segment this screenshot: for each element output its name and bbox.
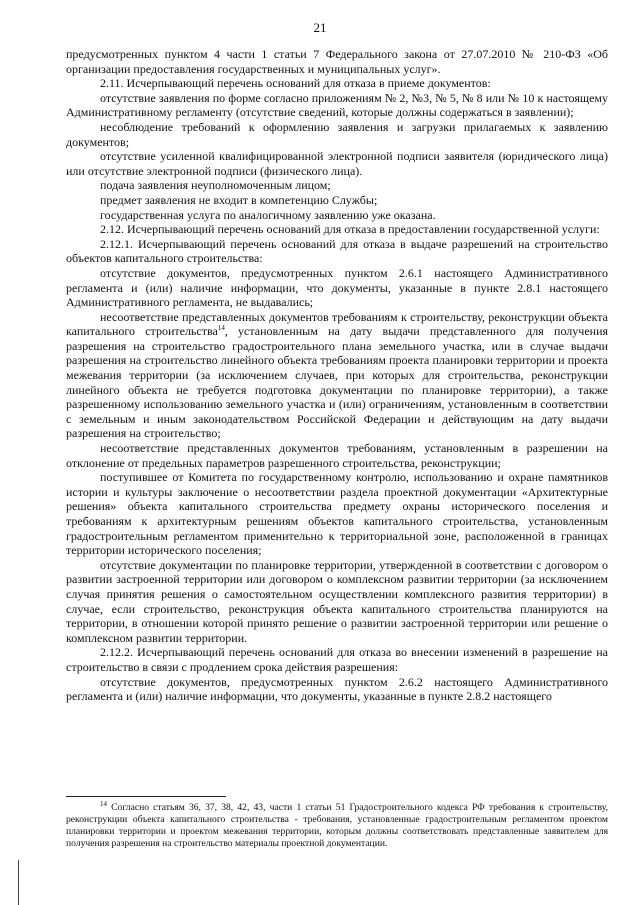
document-body — [66, 47, 608, 704]
footnotes — [66, 799, 608, 850]
footnote-separator — [66, 796, 226, 797]
scan-edge-line — [18, 860, 19, 905]
paragraph: поступившее от Комитета по государственному контролю, использованию и охране памятников истории и культуры заключение о несоответствии раздела проектной документации «Архитектурные решения» объекта капитального строительства предмету охраны исторического поселения и требованиям к архитектурным решениям объектов капитального строительства, установленным градостроительным регламентом применительно к территориальной зоне, расположенной в границах территории исторического поселения; — [66, 470, 608, 558]
paragraph: несоответствие представленных документов требованиям, установленным в разрешении на отклонение от предельных параметров разрешенного строительства, реконструкции; — [66, 441, 608, 470]
footnote — [66, 799, 608, 850]
paragraph-with-footnote — [66, 310, 608, 441]
paragraph: отсутствие документов, предусмотренных пунктом 2.6.2 настоящего Административного регламента и (или) наличие информации, что документы, указанные в пункте 2.8.2 настоящего — [66, 674, 608, 704]
paragraph: отсутствие документации по планировке территории, утвержденной в соответствии с договором о развитии застроенной территории или договором о комплексном развитии территории (за исключением случая принятия решения о самостоятельном осуществлении комплексного развития территории) в случае, если строительство, реконструкция объекта капитального строительства планируются на территории, в отношении которой принято решение о развитии застроенной территории или решение о комплексном развитии территории. — [66, 557, 608, 645]
paragraph: отсутствие заявления по форме согласно приложениям № 2, №3, № 5, № 8 или № 10 к настоящему Административному регламенту (отсутствие сведений, которые должны содержаться в заявлении); — [66, 90, 608, 120]
footnote-text: Согласно статьям 36, 37, 38, 42, 43, части 1 статьи 51 Градостроительного кодекса РФ требования к строительству, реконструкции объекта капитального строительства - требования, установленные градостроительным регламентом проектом планировки территории и проектом межевания территории, которым должны соответствовать представленные заявителем для получения разрешения на строительство материалы проектной документации. — [66, 802, 608, 849]
footnote-mark: 14 — [100, 799, 107, 808]
paragraph: отсутствие усиленной квалифицированной электронной подписи заявителя (юридического лица) или отсутствие электронной подписи (физического лица). — [66, 149, 608, 178]
paragraph: государственная услуга по аналогичному заявлению уже оказана. — [100, 207, 436, 222]
paragraph: подача заявления неуполномоченным лицом; — [100, 178, 331, 193]
paragraph-text-after: , установленным на дату выдачи представленного для получения разрешения на строительство градостроительного плана земельного участка, или в случае выдачи разрешения на строительство линейного объекта требованиям проекта планировки территории и проекта межевания территории (за исключением случаев, при которых для строительства, реконструкции линейного объекта не требуется подготовка документации по планировке территории), а также разрешенному использованию земельного участка и (или) ограничениям, установленным в соответствии с земельным и иным законодательством Российской Федерации и действующим на дату выдачи разрешения на строительство; — [66, 324, 609, 441]
paragraph: предусмотренных пунктом 4 части 1 статьи 7 Федерального закона от 27.07.2010 № 210-ФЗ «Об организации предоставления государственных и муниципальных услуг». — [66, 47, 608, 76]
paragraph: несоблюдение требований к оформлению заявления и загрузки прилагаемых к заявлению документов; — [66, 119, 608, 149]
paragraph: 2.11. Исчерпывающий перечень оснований для отказа в приеме документов: — [100, 76, 491, 91]
paragraph: предмет заявления не входит в компетенцию Службы; — [100, 192, 378, 207]
subsection-heading-2-12-1: 2.12.1. Исчерпывающий перечень оснований для отказа в выдаче разрешений на строительство объектов капитального строительства: — [66, 236, 608, 266]
paragraph: отсутствие документов, предусмотренных пунктом 2.6.1 настоящего Административного регламента и (или) наличие информации, что документы, указанные в пункте 2.8.1 настоящего Административного регламента, не выдавались; — [66, 265, 608, 310]
subsection-heading-2-12-2: 2.12.2. Исчерпывающий перечень оснований для отказа во внесении изменений в разрешение на строительство в связи с продлением срока действия разрешения: — [66, 645, 608, 674]
section-heading-2-12: 2.12. Исчерпывающий перечень оснований для отказа в предоставлении государственной услуги: — [100, 222, 600, 237]
page-number: 21 — [313, 20, 327, 35]
paragraph-text-before: несоответствие представленных документов требованиям к строительству, реконструкции объекта капитального строительства — [66, 309, 608, 339]
footnote-reference[interactable]: 14 — [217, 324, 225, 333]
